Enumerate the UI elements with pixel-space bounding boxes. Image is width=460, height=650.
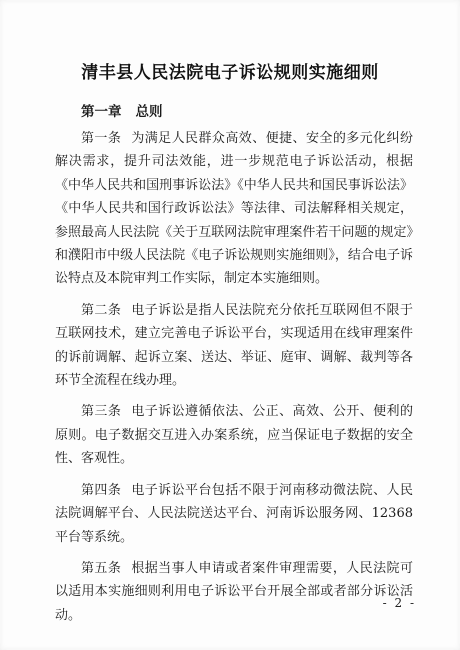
article-text: 电子诉讼遵循依法、公正、高效、公开、便利的原则。电子数据交互进入办案系统，应当保证电子数据的安全性、客观性。	[55, 404, 413, 467]
document-title: 清丰县人民法院电子诉讼规则实施细则	[81, 63, 379, 83]
article-4	[55, 479, 413, 549]
page-number: - 2 -	[382, 596, 416, 610]
chapter-name: 总则	[135, 104, 163, 120]
article-number: 第五条	[81, 560, 122, 576]
article-text: 电子诉讼是指人民法院充分依托互联网但不限于互联网技术，建立完善电子诉讼平台，实现适用在线审理案件的诉前调解、起诉立案、送达、举证、庭审、调解、裁判等各环节全流程在线办理。	[55, 302, 413, 389]
article-number: 第三条	[81, 404, 122, 420]
article-2	[55, 299, 413, 393]
document-body	[55, 100, 413, 635]
article-1	[55, 127, 413, 291]
article-number: 第一条	[81, 131, 122, 146]
article-number: 第二条	[81, 302, 122, 318]
article-text: 电子诉讼平台包括不限于河南移动微法院、人民法院调解平台、人民法院送达平台、河南诉讼服务网、12368平台等系统。	[55, 482, 413, 545]
article-text: 为满足人民群众高效、便捷、安全的多元化纠纷解决需求，提升司法效能，进一步规范电子诉讼活动，根据《中华人民共和国刑事诉讼法》《中华人民共和国民事诉讼法》《中华人民共和国行政诉讼法》等法律、司法解释相关规定，参照最高人民法院《关于互联网法院审理案件若干问题的规定》和濮阳市中级人民法院《电子诉讼规则实施细则》，结合电子诉讼特点及本院审判工作实际，制定本实施细则。	[55, 131, 413, 287]
article-5	[55, 557, 413, 627]
article-text: 根据当事人申请或者案件审理需要，人民法院可以适用本实施细则利用电子诉讼平台开展全部或者部分诉讼活动。	[55, 560, 413, 623]
chapter-heading	[81, 100, 413, 124]
chapter-number: 第一章	[81, 104, 122, 120]
article-3	[55, 400, 413, 470]
article-number: 第四条	[81, 482, 122, 498]
